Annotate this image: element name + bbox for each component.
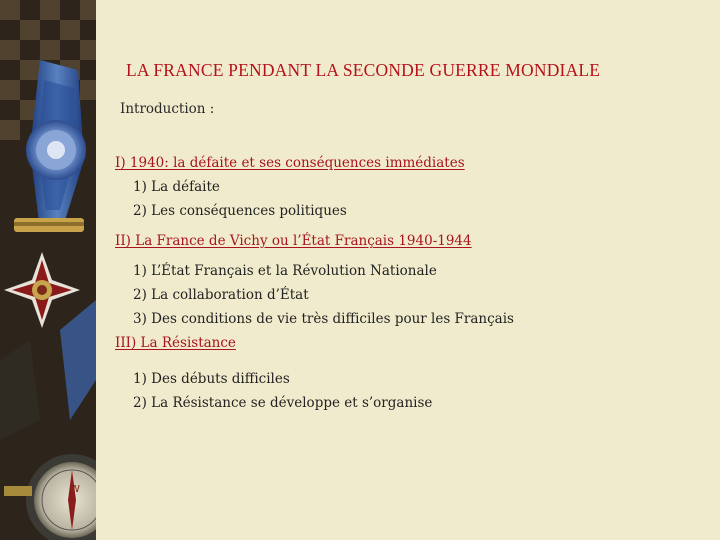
svg-text:W: W: [70, 484, 80, 495]
medals-photo-strip: [0, 0, 96, 540]
section-1-item-2: 2) Les conséquences politiques: [133, 203, 347, 219]
intro-label: Introduction :: [120, 101, 215, 117]
section-2-item-2: 2) La collaboration d’État: [133, 287, 309, 303]
section-heading-1: I) 1940: la défaite et ses conséquences immédiates: [115, 155, 465, 171]
medals-image: [0, 0, 96, 540]
section-2-item-1: 1) L’État Français et la Révolution Nationale: [133, 263, 437, 279]
section-2-item-3: 3) Des conditions de vie très difficiles pour les Français: [133, 311, 514, 327]
section-1-item-1: 1) La défaite: [133, 179, 220, 195]
section-3-item-1: 1) Des débuts difficiles: [133, 371, 290, 387]
section-heading-2: II) La France de Vichy ou l’État Français 1940-1944: [115, 233, 472, 249]
slide-content: [96, 0, 720, 540]
slide-title: LA FRANCE PENDANT LA SECONDE GUERRE MONDIALE: [126, 60, 601, 80]
section-heading-3: III) La Résistance: [115, 335, 236, 351]
section-3-item-2: 2) La Résistance se développe et s’organise: [133, 395, 433, 411]
